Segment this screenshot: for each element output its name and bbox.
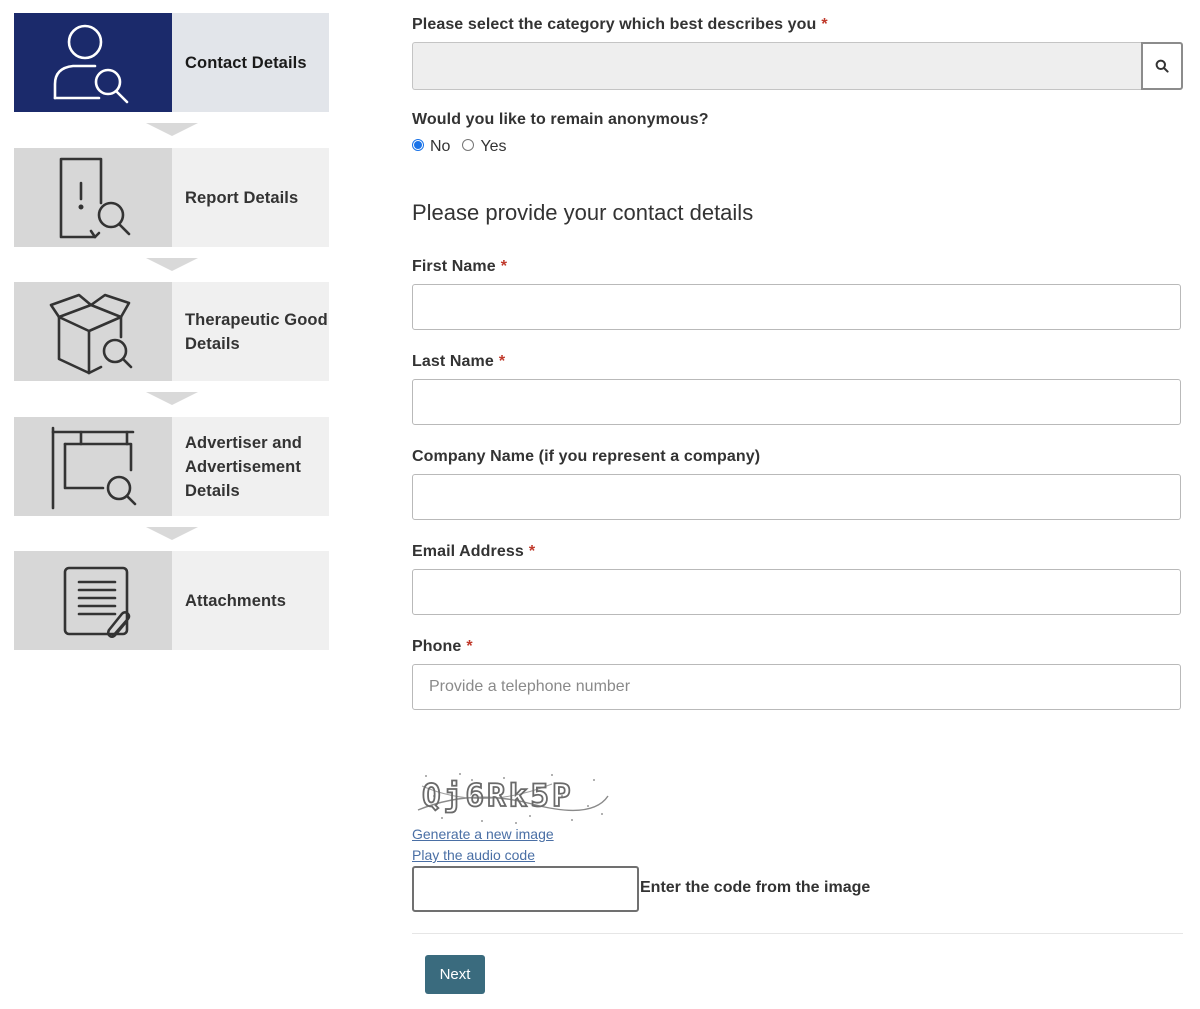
category-label — [412, 16, 828, 34]
required-marker: * — [821, 16, 828, 33]
divider — [412, 933, 1183, 934]
last-name-input[interactable] — [413, 380, 1180, 424]
anonymous-no-radio[interactable] — [412, 139, 424, 151]
step-contact-details[interactable] — [14, 13, 329, 112]
search-icon — [1155, 59, 1169, 73]
captcha-image — [412, 766, 612, 828]
phone-field[interactable] — [412, 664, 1181, 710]
anonymous-no-label: No — [430, 138, 451, 155]
last-name-field[interactable] — [412, 379, 1181, 425]
signboard-search-icon — [14, 417, 172, 516]
anonymous-yes-label: Yes — [480, 138, 507, 155]
step-report-details[interactable] — [14, 148, 329, 247]
step-label: Therapeutic Good Details — [172, 282, 329, 381]
play-audio-code-link[interactable]: Play the audio code — [412, 847, 535, 863]
captcha-text: Qj6Rk5P — [422, 778, 574, 814]
category-search-button[interactable] — [1141, 42, 1183, 90]
step-therapeutic-good-details[interactable] — [14, 282, 329, 381]
email-field[interactable] — [412, 569, 1181, 615]
required-marker: * — [466, 638, 473, 655]
email-label — [412, 543, 535, 561]
document-alert-search-icon — [14, 148, 172, 247]
person-search-icon — [14, 13, 172, 112]
category-input[interactable] — [412, 42, 1141, 90]
category-label-text: Please select the category which best describes you — [412, 16, 817, 33]
category-lookup — [412, 42, 1183, 90]
step-label: Advertiser and Advertisement Details — [172, 417, 329, 516]
email-input[interactable] — [413, 570, 1180, 614]
first-name-label — [412, 258, 507, 276]
step-label: Report Details — [172, 148, 329, 247]
anonymous-radio-group — [412, 138, 507, 156]
captcha-code-label: Enter the code from the image — [640, 879, 871, 896]
anonymous-yes-radio[interactable] — [462, 139, 474, 151]
step-advertiser-details[interactable] — [14, 417, 329, 516]
step-connector-arrow — [146, 258, 198, 271]
step-connector-arrow — [146, 123, 198, 136]
document-attachment-icon — [14, 551, 172, 650]
step-connector-arrow — [146, 527, 198, 540]
last-name-label — [412, 353, 505, 371]
section-title: Please provide your contact details — [412, 200, 754, 225]
step-connector-arrow — [146, 392, 198, 405]
company-name-field[interactable] — [412, 474, 1181, 520]
first-name-input[interactable] — [413, 285, 1180, 329]
next-button[interactable]: Next — [425, 955, 485, 994]
captcha-code-input[interactable] — [412, 866, 639, 912]
first-name-field[interactable] — [412, 284, 1181, 330]
anonymous-label: Would you like to remain anonymous? — [412, 111, 709, 128]
generate-new-image-link[interactable]: Generate a new image — [412, 826, 554, 842]
last-name-label-text: Last Name — [412, 353, 494, 370]
phone-input[interactable] — [413, 665, 1180, 709]
required-marker: * — [528, 543, 536, 560]
step-label: Attachments — [172, 551, 329, 650]
phone-label — [412, 638, 473, 656]
step-attachments[interactable] — [14, 551, 329, 650]
box-search-icon — [14, 282, 172, 381]
step-label: Contact Details — [172, 13, 329, 112]
required-marker: * — [498, 353, 506, 370]
company-name-label: Company Name (if you represent a company) — [412, 448, 761, 465]
phone-label-text: Phone — [412, 638, 462, 655]
first-name-label-text: First Name — [412, 258, 496, 275]
company-name-input[interactable] — [413, 475, 1180, 519]
required-marker: * — [500, 258, 508, 275]
email-label-text: Email Address — [412, 543, 524, 560]
